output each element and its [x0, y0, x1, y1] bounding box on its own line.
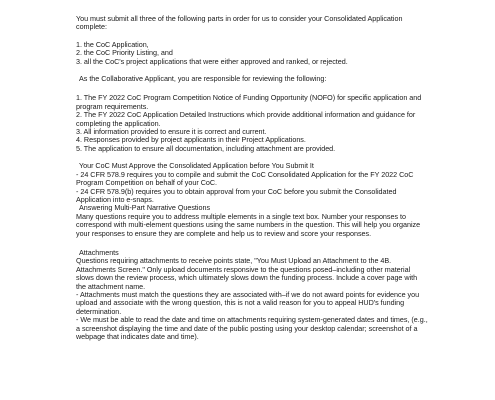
intro-paragraph: You must submit all three of the following parts in order for us to consider your Consolidated Application complete: [76, 14, 403, 32]
responsibility-paragraph: As the Collaborative Applicant, you are responsible for reviewing the following: [79, 74, 327, 84]
instructions-document [76, 15, 428, 341]
attachments-item-1: - Attachments must match the questions they are associated with–if we do not award points for evidence you upload and associate with the wrong question, this is not a valid reason for you to appeal HUD's funding determination. [76, 289, 420, 316]
review-item-2: 2. The FY 2022 CoC Application Detailed Instructions which provide additional information and guidance for completing the application. [76, 110, 416, 128]
approve-item-1: - 24 CFR 578.9 requires you to compile and submit the CoC Consolidated Application for the FY 2022 CoC Program Competition on behalf of your CoC. [76, 169, 414, 188]
review-item-5: 5. The application to ensure all documentation, including attachment are provided. [76, 143, 336, 153]
approve-heading: Your CoC Must Approve the Consolidated Application before You Submit It [79, 161, 314, 171]
attachments-heading: Attachments [79, 247, 119, 257]
part-item-3: 3. all the CoC's project applications that were either approved and ranked, or rejected. [76, 56, 348, 66]
attachments-paragraph: Questions requiring attachments to receive points state, "You Must Upload an Attachment to the 4B. Attachments Screen." Only upload documents responsive to the questions posed–including other material slows down the review process, which ultimately slows down the funding process. Include a cover page with the attachment name. [76, 256, 418, 291]
review-item-4: 4. Responses provided by project applicants in their Project Applications. [76, 135, 306, 145]
narrative-heading: Answering Multi-Part Narrative Questions [79, 203, 211, 213]
review-item-3: 3. All information provided to ensure it is correct and current. [76, 127, 267, 137]
part-item-1: 1. the CoC Application, [76, 39, 149, 49]
narrative-paragraph: Many questions require you to address multiple elements in a single text box. Number your responses to correspond with multi-element questions using the same numbers in the question. This will help you organize your responses to ensure they are complete and help us to review and score your responses. [76, 211, 421, 238]
attachments-item-2: - We must be able to read the date and time on attachments requiring system-generated dates and times, (e.g., a screenshot displaying the time and date of the public posting using your desktop calendar; screenshot of a webpage that indicates date and time). [76, 315, 428, 341]
review-item-1: 1. The FY 2022 CoC Program Competition Notice of Funding Opportunity (NOFO) for specific application and program requirements. [76, 93, 422, 111]
approve-item-2: - 24 CFR 578.9(b) requires you to obtain approval from your CoC before you submit the Consolidated Application into e-snaps. [76, 186, 397, 204]
part-item-2: 2. the CoC Priority Listing, and [76, 48, 173, 58]
